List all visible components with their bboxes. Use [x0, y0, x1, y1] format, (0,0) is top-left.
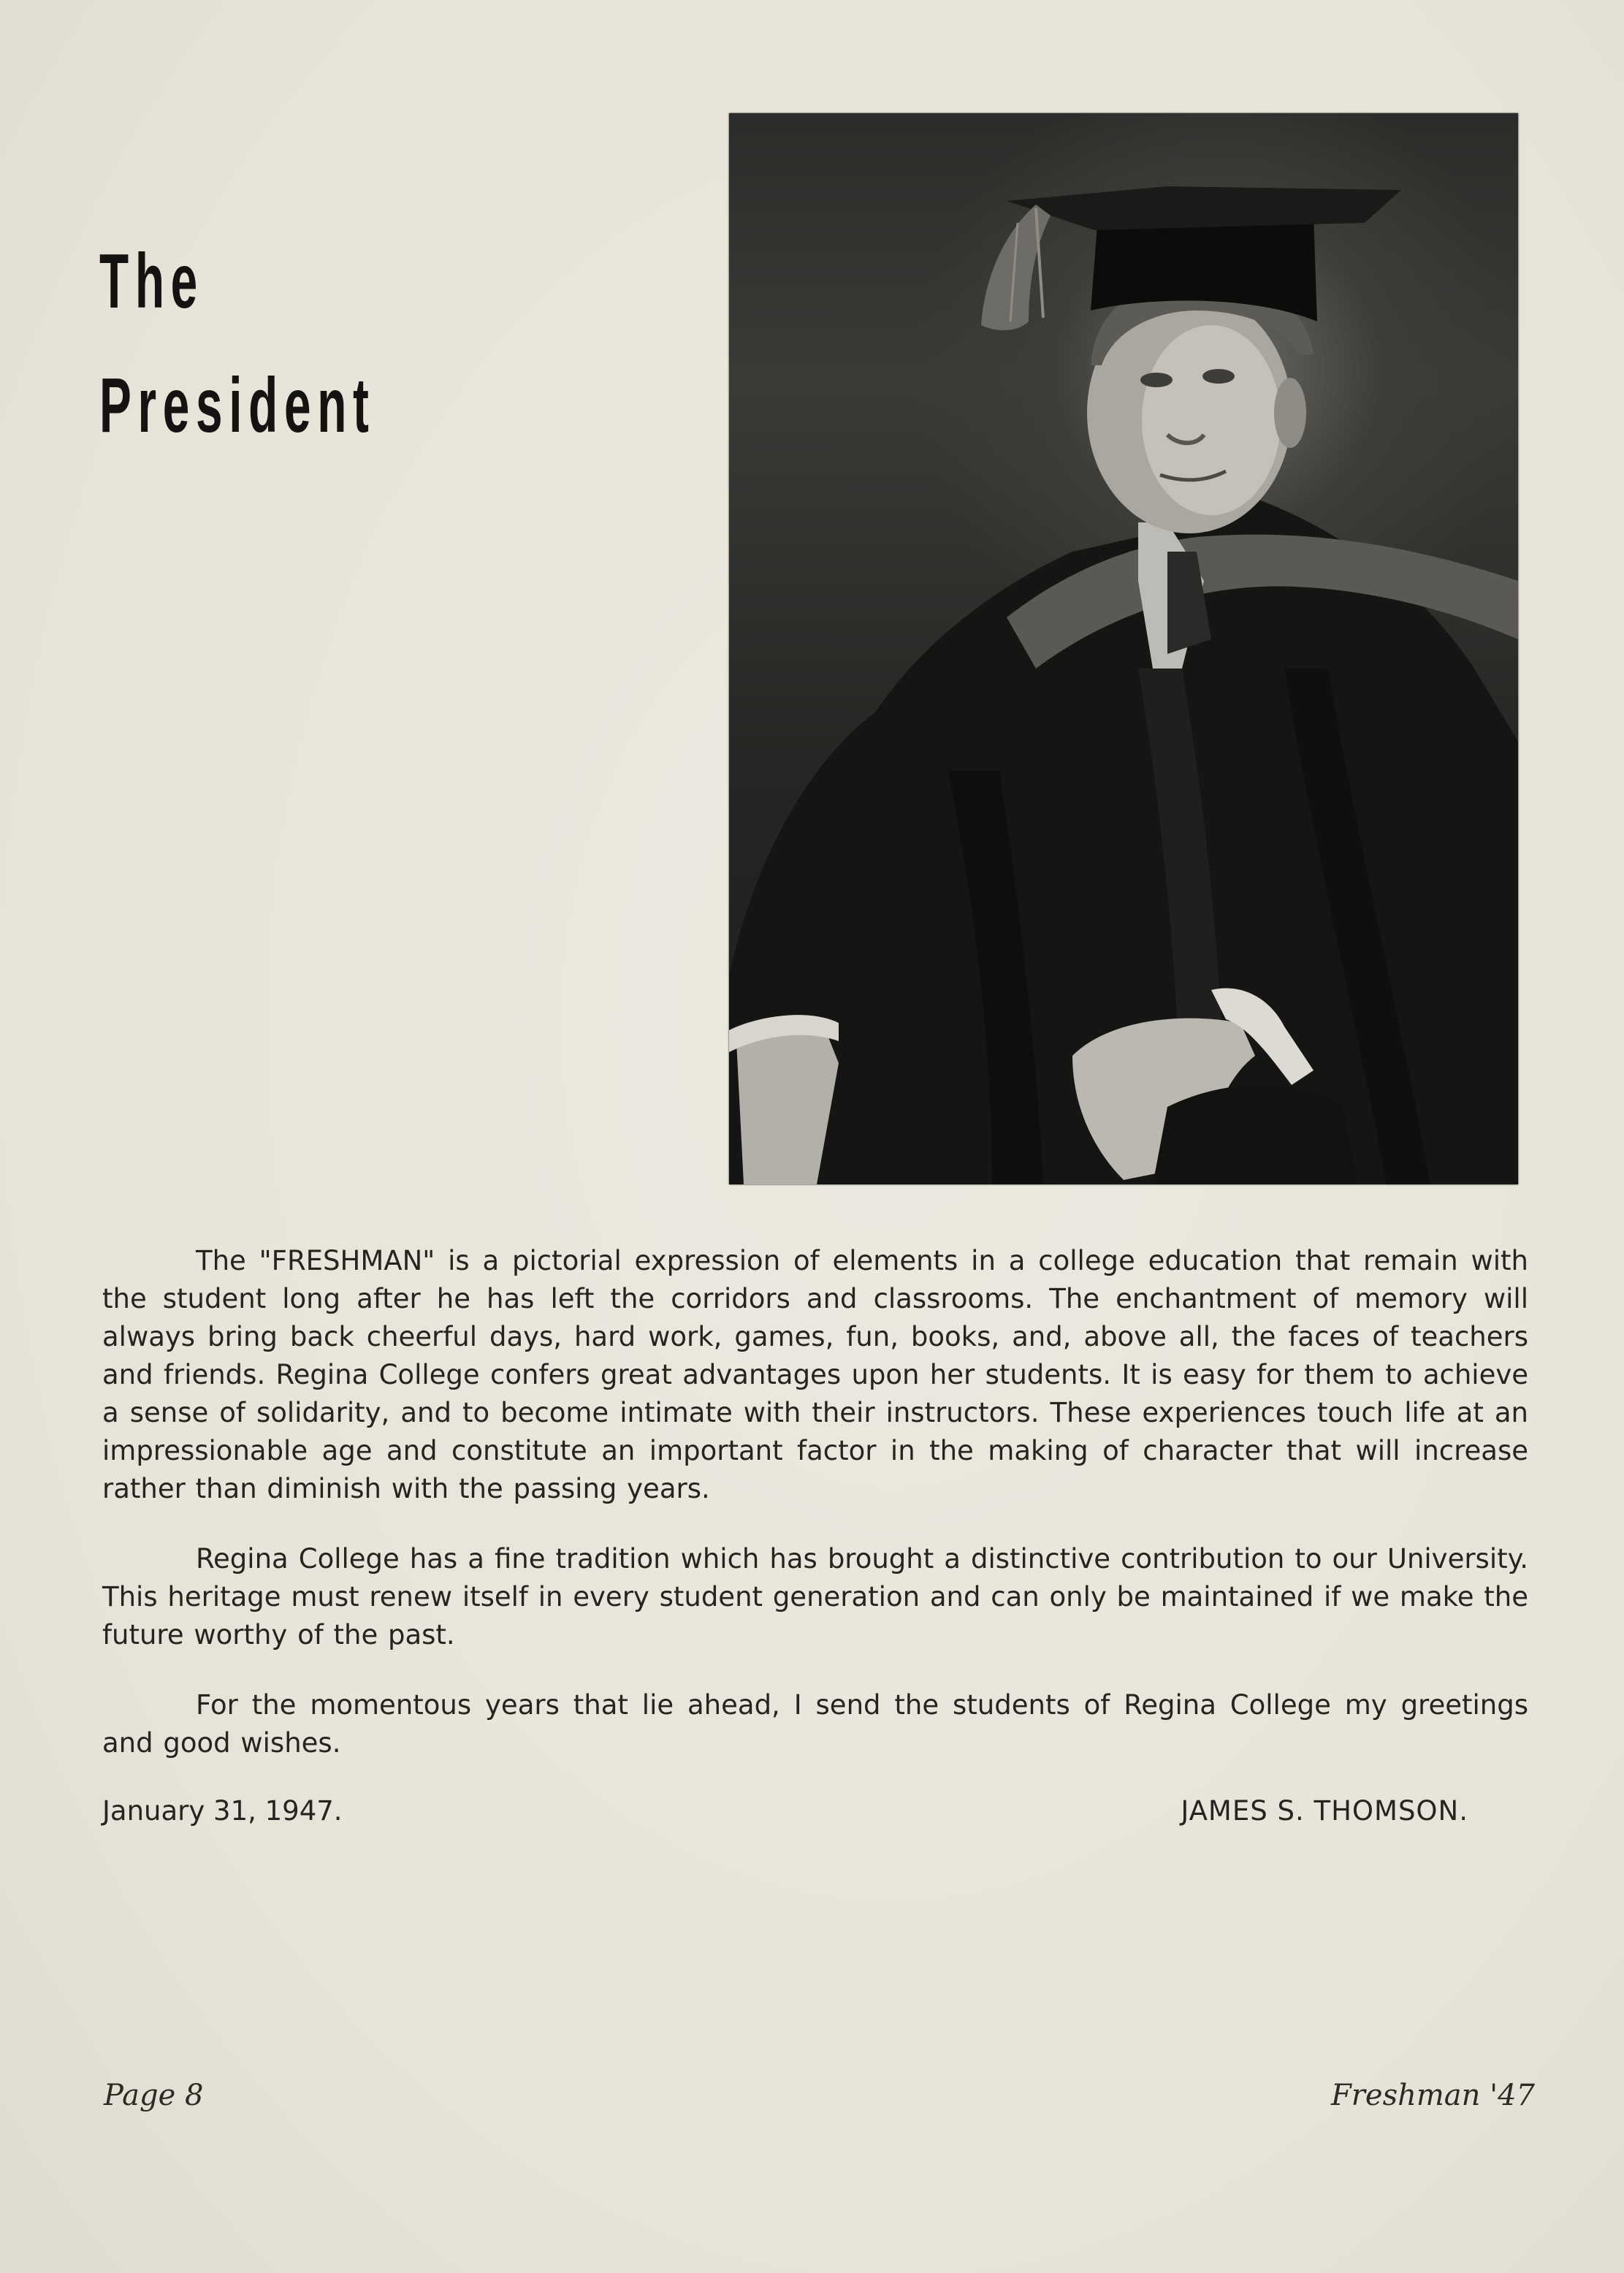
- heading-line-the: The: [99, 238, 204, 324]
- letter-signature: JAMES S. THOMSON.: [1181, 1795, 1468, 1827]
- letter-paragraph-2: Regina College has a fine tradition which has brought a distinctive contribution to our University. This heritage must renew itself in every student generation and can only be maintained if we make the future worthy of the past.: [102, 1543, 1528, 1651]
- page-heading: [99, 219, 375, 468]
- page-number: Page 8: [104, 2079, 204, 2112]
- heading-line-president: President: [99, 362, 375, 449]
- portrait-photo-icon: [729, 113, 1518, 1184]
- letter-paragraph-3: For the momentous years that lie ahead, I send the students of Regina College my greetings and good wishes.: [102, 1689, 1528, 1759]
- letter-body: [102, 1242, 1528, 1794]
- president-portrait-photo: [729, 113, 1518, 1184]
- publication-title: Freshman '47: [1331, 2079, 1535, 2112]
- letter-paragraph-1: The "FRESHMAN" is a pictorial expression of elements in a college education that remain with the student long after he has left the corridors and classrooms. The enchantment of memory will always bring back cheerful days, hard work, games, fun, books, and, above all, the faces of teachers and friends. Regina College confers great advantages upon her students. It is easy for them to achieve a sense of solidarity, and to become intimate with their instructors. These experiences touch life at an impressionable age and constitute an important factor in the making of character that will increase rather than diminish with the passing years.: [102, 1245, 1528, 1504]
- letter-date: January 31, 1947.: [102, 1795, 343, 1827]
